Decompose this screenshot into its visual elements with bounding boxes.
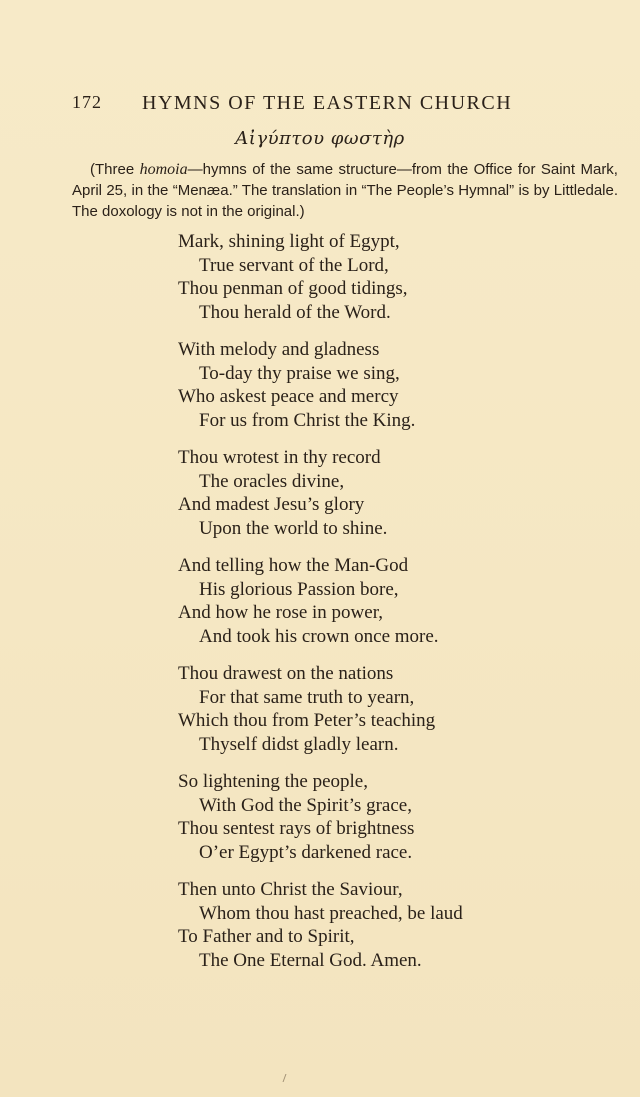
stanza-4 <box>178 554 608 648</box>
poem-line: Thou wrotest in thy record <box>178 447 381 468</box>
poem-line: Thou drawest on the nations <box>178 663 394 684</box>
note-prefix: (Three <box>90 161 140 178</box>
poem-line: And how he rose in power, <box>178 602 384 623</box>
poem-line: To Father and to Spirit, <box>178 926 355 947</box>
running-title: HYMNS OF THE EASTERN CHURCH <box>142 92 513 114</box>
poem-line: True servant of the Lord, <box>199 254 389 276</box>
running-head <box>72 92 552 118</box>
poem-line: Thou herald of the Word. <box>199 301 391 323</box>
poem-line: O’er Egypt’s darkened race. <box>199 841 413 863</box>
poem-line: And took his crown once more. <box>199 625 439 647</box>
stanza-6 <box>178 770 608 864</box>
poem-line: And telling how the Man-God <box>178 555 409 576</box>
poem-line: Whom thou hast preached, be laud <box>199 902 463 924</box>
stanza-5 <box>178 662 608 756</box>
hymn-text <box>178 230 608 986</box>
note-text: —hymns of the same structure—from the Office for Saint Mark, April 25, in the “Menæa.” The translation in “The People’s Hymnal” is by Littledale. The doxology is not in the original.) <box>72 161 618 220</box>
poem-line: Upon the world to shine. <box>199 517 388 539</box>
editorial-note <box>72 159 618 222</box>
poem-line: So lightening the people, <box>178 771 368 792</box>
poem-line: Thyself didst gladly learn. <box>199 733 399 755</box>
poem-line: Mark, shining light of Egypt, <box>178 231 400 252</box>
printer-mark <box>283 1074 291 1082</box>
poem-line: Thou sentest rays of brightness <box>178 818 415 839</box>
poem-line: The One Eternal God. Amen. <box>199 949 422 971</box>
stanza-2 <box>178 338 608 432</box>
poem-line: Who askest peace and mercy <box>178 386 399 407</box>
poem-line: And madest Jesu’s glory <box>178 494 365 515</box>
stanza-3 <box>178 446 608 540</box>
page-number: 172 <box>72 92 102 112</box>
poem-line: Then unto Christ the Saviour, <box>178 879 403 900</box>
poem-line: Which thou from Peter’s teaching <box>178 710 436 731</box>
poem-line: For us from Christ the King. <box>199 409 416 431</box>
poem-line: With God the Spirit’s grace, <box>199 794 412 816</box>
stanza-1 <box>178 230 608 324</box>
poem-line: With melody and gladness <box>178 339 380 360</box>
hymn-greek-title: Αἰγύπτου φωστὴρ <box>235 128 405 149</box>
note-emphasis: homoia <box>139 161 188 178</box>
poem-line: The oracles divine, <box>199 470 345 492</box>
poem-line: Thou penman of good tidings, <box>178 278 408 299</box>
poem-line: His glorious Passion bore, <box>199 578 399 600</box>
stanza-7-doxology <box>178 878 608 972</box>
poem-line: To-day thy praise we sing, <box>199 362 400 384</box>
poem-line: For that same truth to yearn, <box>199 686 415 708</box>
